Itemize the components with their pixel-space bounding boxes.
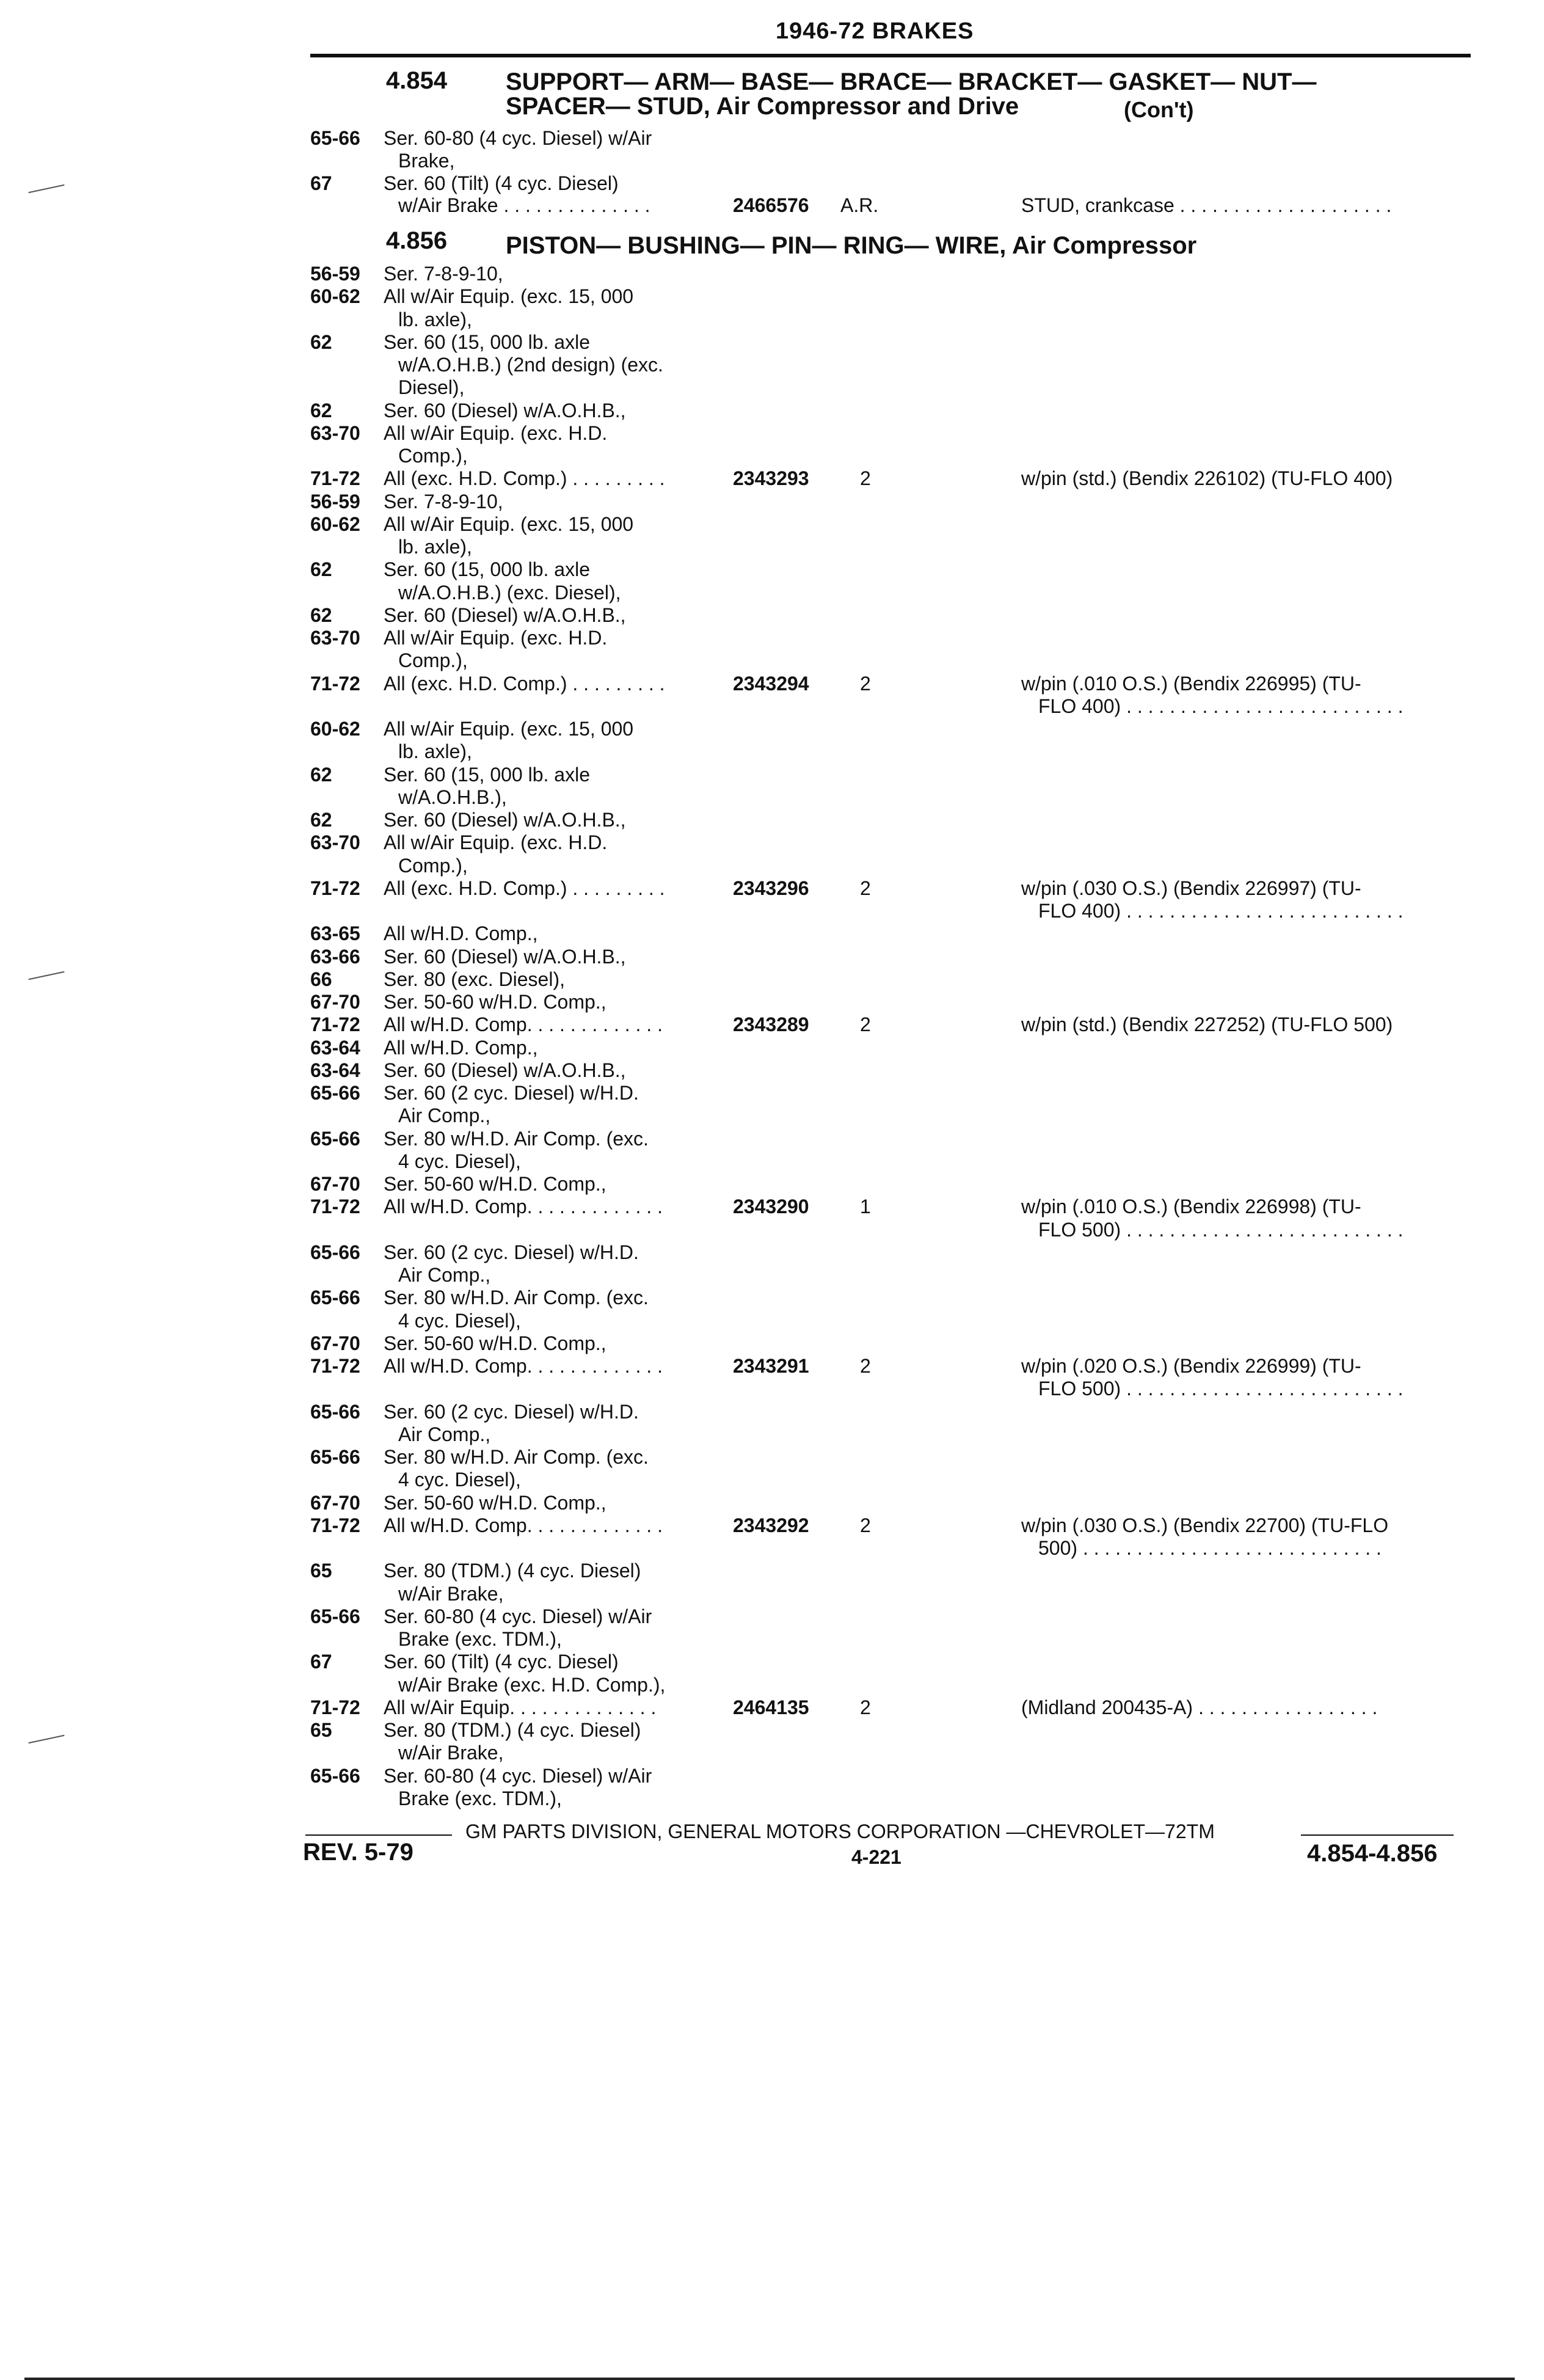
row-years: 62: [310, 399, 332, 422]
parts-row: [0, 900, 1544, 923]
footer-section-range: 4.854-4.856: [1307, 1840, 1438, 1867]
footer-page-number: 4-221: [851, 1846, 901, 1868]
row-description: 4 cyc. Diesel),: [398, 1309, 521, 1332]
parts-row: [0, 809, 1544, 832]
parts-row: [0, 991, 1544, 1014]
row-description: All w/Air Equip. . . . . . . . . . . . . .: [384, 1696, 657, 1718]
row-part-description: FLO 400) . . . . . . . . . . . . . . . . . . . . . . . . . .: [1038, 900, 1404, 922]
row-years: 67: [310, 172, 332, 194]
parts-row: [0, 1310, 1544, 1333]
row-part-description: FLO 500) . . . . . . . . . . . . . . . . . . . . . . . . . .: [1038, 1378, 1404, 1400]
parts-row: [0, 150, 1544, 173]
row-years: 67-70: [310, 1173, 360, 1195]
row-part-number: 2343293: [733, 467, 809, 490]
row-description: All w/Air Equip. (exc. H.D.: [384, 422, 608, 444]
parts-row: [0, 582, 1544, 605]
parts-row: [0, 1469, 1544, 1492]
row-years: 65-66: [310, 1400, 360, 1423]
parts-row: [0, 1150, 1544, 1174]
row-description: 4 cyc. Diesel),: [398, 1150, 521, 1172]
row-years: 62: [310, 330, 332, 353]
row-years: 65-66: [310, 1241, 360, 1263]
parts-row: [0, 354, 1544, 377]
row-years: 71-72: [310, 672, 360, 695]
row-description: Ser. 60 (2 cyc. Diesel) w/H.D.: [384, 1241, 639, 1263]
row-years: 65-66: [310, 1082, 360, 1104]
row-years: 63-70: [310, 422, 360, 444]
parts-row: [0, 1605, 1544, 1629]
parts-row: [0, 1173, 1544, 1196]
row-years: 62: [310, 763, 332, 786]
parts-row: [0, 1013, 1544, 1037]
row-description: w/Air Brake . . . . . . . . . . . . . .: [398, 194, 650, 217]
row-years: 60-62: [310, 285, 360, 308]
parts-row: [0, 513, 1544, 536]
parts-row: [0, 695, 1544, 718]
parts-row: [0, 1537, 1544, 1560]
parts-row: [0, 1492, 1544, 1515]
row-quantity: 2: [860, 672, 871, 695]
row-quantity: 2: [860, 1355, 871, 1377]
row-years: 67-70: [310, 1491, 360, 1514]
row-description: Comp.),: [398, 445, 468, 467]
row-description: All w/H.D. Comp.,: [384, 1036, 538, 1059]
row-years: 65-66: [310, 1127, 360, 1150]
row-description: All w/Air Equip. (exc. H.D.: [384, 831, 608, 854]
parts-row: [0, 1628, 1544, 1651]
row-part-description: FLO 400) . . . . . . . . . . . . . . . . . . . . . . . . . .: [1038, 695, 1404, 717]
parts-row: [0, 1195, 1544, 1219]
parts-row: [0, 1674, 1544, 1697]
row-part-number: 2343292: [733, 1514, 809, 1536]
parts-row: [0, 831, 1544, 855]
footer-publisher: GM PARTS DIVISION, GENERAL MOTORS CORPORATION —CHEVROLET—72TM: [465, 1820, 1215, 1842]
row-years: 71-72: [310, 1013, 360, 1036]
parts-row: [0, 194, 1544, 217]
row-description: Ser. 7-8-9-10,: [384, 490, 503, 513]
row-years: 62: [310, 558, 332, 581]
row-description: All (exc. H.D. Comp.) . . . . . . . . .: [384, 877, 665, 899]
row-part-description: w/pin (.010 O.S.) (Bendix 226995) (TU-: [1021, 672, 1361, 695]
row-years: 60-62: [310, 513, 360, 535]
parts-row: [0, 1742, 1544, 1765]
row-years: 63-64: [310, 1059, 360, 1081]
row-description: Ser. 60 (Tilt) (4 cyc. Diesel): [384, 172, 619, 194]
parts-row: [0, 1355, 1544, 1378]
row-description: Air Comp.,: [398, 1264, 491, 1286]
row-years: 65-66: [310, 1605, 360, 1627]
parts-row: [0, 331, 1544, 354]
parts-row: [0, 1128, 1544, 1151]
row-description: Ser. 60 (Diesel) w/A.O.H.B.,: [384, 809, 626, 831]
scan-edge-rule: [24, 2378, 1515, 2380]
row-part-number: 2464135: [733, 1696, 809, 1718]
parts-row: [0, 1059, 1544, 1082]
row-description: Ser. 80 w/H.D. Air Comp. (exc.: [384, 1127, 649, 1150]
header-rule: [310, 54, 1471, 57]
row-description: Ser. 7-8-9-10,: [384, 263, 503, 285]
parts-row: [0, 422, 1544, 445]
parts-row: [0, 308, 1544, 332]
section-title-4856: PISTON— BUSHING— PIN— RING— WIRE, Air Compressor: [506, 232, 1197, 259]
row-description: Ser. 60 (15, 000 lb. axle: [384, 763, 590, 786]
row-part-description: 500) . . . . . . . . . . . . . . . . . . . . . . . . . . . .: [1038, 1537, 1382, 1559]
row-description: Brake (exc. TDM.),: [398, 1787, 562, 1809]
parts-row: [0, 922, 1544, 946]
parts-row: [0, 400, 1544, 423]
footer-rule-left: [305, 1834, 452, 1836]
row-description: Ser. 60-80 (4 cyc. Diesel) w/Air: [384, 1605, 652, 1627]
parts-row: [0, 740, 1544, 764]
row-description: Ser. 80 w/H.D. Air Comp. (exc.: [384, 1287, 649, 1309]
parts-row: [0, 1241, 1544, 1265]
row-description: Ser. 50-60 w/H.D. Comp.,: [384, 1173, 606, 1195]
row-description: Ser. 60-80 (4 cyc. Diesel) w/Air: [384, 1764, 652, 1787]
footer-revision: REV. 5-79: [303, 1839, 413, 1866]
row-description: All w/H.D. Comp. . . . . . . . . . . . .: [384, 1195, 663, 1218]
parts-row: [0, 1332, 1544, 1356]
row-years: 65-66: [310, 1764, 360, 1787]
parts-row: [0, 376, 1544, 400]
row-description: All w/H.D. Comp. . . . . . . . . . . . .: [384, 1013, 663, 1036]
row-years: 63-64: [310, 1036, 360, 1059]
section-continued-label: (Con't): [1124, 97, 1194, 122]
row-description: All (exc. H.D. Comp.) . . . . . . . . .: [384, 467, 665, 490]
row-years: 67-70: [310, 991, 360, 1013]
parts-row: [0, 764, 1544, 787]
row-description: w/A.O.H.B.) (2nd design) (exc.: [398, 354, 663, 376]
row-part-description: w/pin (.030 O.S.) (Bendix 226997) (TU-: [1021, 877, 1361, 899]
row-years: 71-72: [310, 467, 360, 490]
parts-row: [0, 285, 1544, 308]
parts-row: [0, 1104, 1544, 1128]
row-description: Brake (exc. TDM.),: [398, 1628, 562, 1650]
row-part-description: w/pin (std.) (Bendix 227252) (TU-FLO 500): [1021, 1013, 1393, 1036]
parts-row: [0, 1583, 1544, 1606]
row-description: 4 cyc. Diesel),: [398, 1469, 521, 1491]
row-description: Ser. 60 (2 cyc. Diesel) w/H.D.: [384, 1082, 639, 1104]
row-years: 71-72: [310, 1514, 360, 1536]
row-quantity: 2: [860, 1696, 871, 1718]
parts-row: [0, 1514, 1544, 1538]
parts-row: [0, 467, 1544, 491]
row-description: Ser. 50-60 w/H.D. Comp.,: [384, 1491, 606, 1514]
parts-row: [0, 491, 1544, 514]
row-quantity: 1: [860, 1195, 871, 1218]
parts-row: [0, 1287, 1544, 1310]
row-years: 56-59: [310, 263, 360, 285]
row-description: Air Comp.,: [398, 1423, 491, 1445]
row-description: w/Air Brake (exc. H.D. Comp.),: [398, 1673, 666, 1696]
parts-row: [0, 1560, 1544, 1583]
parts-row: [0, 536, 1544, 559]
parts-row: [0, 877, 1544, 900]
row-description: lb. axle),: [398, 536, 472, 558]
row-quantity: 2: [860, 467, 871, 490]
row-part-number: 2466576: [733, 194, 809, 217]
row-years: 67-70: [310, 1332, 360, 1354]
parts-row: [0, 172, 1544, 195]
section-number-4856: 4.856: [386, 227, 448, 254]
row-quantity: 2: [860, 877, 871, 899]
parts-row: [0, 127, 1544, 150]
row-description: Ser. 80 (TDM.) (4 cyc. Diesel): [384, 1719, 641, 1741]
row-description: w/Air Brake,: [398, 1582, 504, 1605]
parts-row: [0, 946, 1544, 969]
row-description: All w/Air Equip. (exc. 15, 000: [384, 285, 634, 308]
row-description: All w/Air Equip. (exc. 15, 000: [384, 513, 634, 535]
row-part-number: 2343291: [733, 1355, 809, 1377]
row-description: Ser. 60 (Diesel) w/A.O.H.B.,: [384, 399, 626, 422]
row-description: All w/H.D. Comp. . . . . . . . . . . . .: [384, 1514, 663, 1536]
row-quantity: 2: [860, 1013, 871, 1036]
row-years: 62: [310, 809, 332, 831]
row-description: Ser. 50-60 w/H.D. Comp.,: [384, 991, 606, 1013]
parts-row: [0, 1219, 1544, 1242]
row-description: Diesel),: [398, 376, 465, 399]
row-description: All w/H.D. Comp.,: [384, 922, 538, 945]
row-years: 65: [310, 1719, 332, 1741]
row-description: lb. axle),: [398, 740, 472, 763]
parts-row: [0, 786, 1544, 809]
row-description: Ser. 60 (Diesel) w/A.O.H.B.,: [384, 1059, 626, 1081]
row-years: 67: [310, 1651, 332, 1673]
row-description: w/Air Brake,: [398, 1742, 504, 1764]
parts-row: [0, 649, 1544, 673]
row-part-number: 2343294: [733, 672, 809, 695]
parts-row: [0, 1378, 1544, 1401]
row-quantity: 2: [860, 1514, 871, 1536]
row-years: 60-62: [310, 718, 360, 740]
parts-row: [0, 1696, 1544, 1720]
row-years: 71-72: [310, 1195, 360, 1218]
row-years: 63-66: [310, 945, 360, 968]
parts-row: [0, 718, 1544, 741]
row-description: Brake,: [398, 149, 455, 172]
parts-row: [0, 263, 1544, 286]
row-description: Ser. 60 (Tilt) (4 cyc. Diesel): [384, 1651, 619, 1673]
row-part-description: w/pin (std.) (Bendix 226102) (TU-FLO 400): [1021, 467, 1393, 490]
section-title-4854-line2: SPACER— STUD, Air Compressor and Drive: [506, 93, 1019, 120]
row-part-number: 2343290: [733, 1195, 809, 1218]
row-part-number: 2343296: [733, 877, 809, 899]
parts-row: [0, 604, 1544, 627]
row-description: Comp.),: [398, 854, 468, 877]
row-description: Ser. 60 (15, 000 lb. axle: [384, 558, 590, 581]
row-years: 71-72: [310, 877, 360, 899]
parts-row: [0, 1401, 1544, 1424]
row-description: Ser. 80 (TDM.) (4 cyc. Diesel): [384, 1560, 641, 1582]
page-title: 1946-72 BRAKES: [776, 18, 974, 44]
row-years: 71-72: [310, 1355, 360, 1377]
parts-row: [0, 1423, 1544, 1447]
row-description: Ser. 60 (Diesel) w/A.O.H.B.,: [384, 945, 626, 968]
parts-row: [0, 1765, 1544, 1788]
row-description: Ser. 60-80 (4 cyc. Diesel) w/Air: [384, 127, 652, 149]
row-part-number: 2343289: [733, 1013, 809, 1036]
row-years: 66: [310, 968, 332, 990]
parts-row: [0, 855, 1544, 878]
row-part-description: (Midland 200435-A) . . . . . . . . . . . . . . . . .: [1021, 1696, 1378, 1718]
row-description: Ser. 60 (Diesel) w/A.O.H.B.,: [384, 604, 626, 626]
row-description: w/A.O.H.B.) (exc. Diesel),: [398, 581, 621, 604]
parts-row: [0, 1719, 1544, 1742]
parts-row: [0, 1037, 1544, 1060]
parts-row: [0, 1787, 1544, 1811]
row-part-description: w/pin (.020 O.S.) (Bendix 226999) (TU-: [1021, 1355, 1361, 1377]
row-years: 65-66: [310, 1446, 360, 1468]
row-description: Comp.),: [398, 649, 468, 672]
row-part-description: w/pin (.010 O.S.) (Bendix 226998) (TU-: [1021, 1195, 1361, 1218]
row-part-description: FLO 500) . . . . . . . . . . . . . . . . . . . . . . . . . .: [1038, 1218, 1404, 1241]
parts-row: [0, 968, 1544, 991]
row-quantity: A.R.: [840, 194, 879, 217]
row-description: lb. axle),: [398, 308, 472, 330]
parts-row: [0, 627, 1544, 650]
section-number-4854: 4.854: [386, 67, 448, 94]
parts-row: [0, 1446, 1544, 1469]
row-description: All w/H.D. Comp. . . . . . . . . . . . .: [384, 1355, 663, 1377]
row-part-description: w/pin (.030 O.S.) (Bendix 22700) (TU-FLO: [1021, 1514, 1389, 1536]
row-description: All w/Air Equip. (exc. H.D.: [384, 627, 608, 649]
row-description: Ser. 60 (15, 000 lb. axle: [384, 330, 590, 353]
row-years: 63-70: [310, 627, 360, 649]
footer-rule-right: [1301, 1834, 1454, 1836]
parts-row: [0, 673, 1544, 696]
row-part-description: STUD, crankcase . . . . . . . . . . . . . . . . . . . .: [1021, 194, 1392, 217]
parts-row: [0, 558, 1544, 582]
row-description: Ser. 80 w/H.D. Air Comp. (exc.: [384, 1446, 649, 1468]
row-years: 71-72: [310, 1696, 360, 1718]
row-description: w/A.O.H.B.),: [398, 786, 507, 808]
row-description: Ser. 60 (2 cyc. Diesel) w/H.D.: [384, 1400, 639, 1423]
row-years: 65-66: [310, 1287, 360, 1309]
row-years: 65-66: [310, 127, 360, 149]
row-description: Air Comp.,: [398, 1104, 491, 1127]
row-years: 65: [310, 1560, 332, 1582]
row-description: Ser. 50-60 w/H.D. Comp.,: [384, 1332, 606, 1354]
parts-row: [0, 1264, 1544, 1287]
row-years: 56-59: [310, 490, 360, 513]
row-description: All (exc. H.D. Comp.) . . . . . . . . .: [384, 672, 665, 695]
row-years: 63-65: [310, 922, 360, 945]
parts-row: [0, 445, 1544, 468]
row-description: All w/Air Equip. (exc. 15, 000: [384, 718, 634, 740]
row-description: Ser. 80 (exc. Diesel),: [384, 968, 565, 990]
row-years: 63-70: [310, 831, 360, 854]
section-title-4854-line1: SUPPORT— ARM— BASE— BRACE— BRACKET— GASKET— NUT—: [506, 68, 1317, 95]
parts-row: [0, 1082, 1544, 1105]
row-years: 62: [310, 604, 332, 626]
parts-row: [0, 1651, 1544, 1674]
